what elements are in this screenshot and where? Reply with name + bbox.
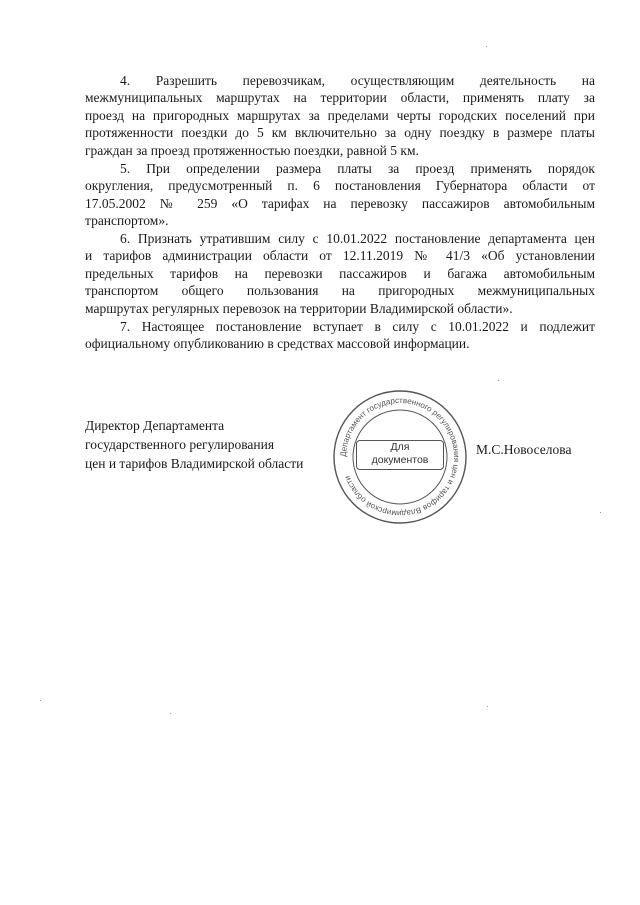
text-line: предельных тарифов на перевозки пассажиров и багажа автомобильным bbox=[85, 265, 595, 281]
text-line: 5. При определении размера платы за проезд применять порядок bbox=[120, 161, 595, 176]
text-line: протяженности поездки до 5 км включительно за одну поездку в размере платы bbox=[85, 125, 595, 141]
position-line: Директор Департамента bbox=[85, 418, 225, 433]
stamp-center-line: документов bbox=[371, 454, 429, 466]
text-line: 4. Разрешить перевозчикам, осуществляющим деятельность на bbox=[120, 73, 595, 88]
stamp-ring-text: Департамент государственного регулирования цен и тарифов Владимирской области bbox=[338, 395, 462, 519]
text-line: округления, предусмотренный п. 6 постановления Губернатора области от bbox=[85, 178, 595, 194]
text-line: 17.05.2002 № 259 «О тарифах на перевозку пассажиров автомобильным bbox=[85, 195, 595, 211]
text-line: межмуниципальных маршрутах на территории области, применять плату за bbox=[85, 90, 595, 106]
paragraph-5 bbox=[85, 160, 595, 230]
paragraph-6 bbox=[85, 230, 595, 317]
text-line: 7. Настоящее постановление вступает в силу с 10.01.2022 и подлежит bbox=[120, 319, 595, 334]
text-line: транспортом». bbox=[85, 213, 169, 229]
scan-speck bbox=[498, 380, 499, 381]
stamp-center-label bbox=[356, 440, 444, 470]
stamp-center-line: Для bbox=[390, 441, 410, 453]
scan-speck bbox=[40, 700, 41, 701]
scan-speck bbox=[487, 706, 488, 707]
signatory-position bbox=[85, 416, 303, 473]
text-line: и тарифов администрации области от 12.11.2019 № 41/3 «Об установлении bbox=[85, 248, 595, 264]
text-line: 6. Признать утратившим силу с 10.01.2022 постановление департамента цен bbox=[120, 231, 595, 246]
text-line: маршрутах регулярных перевозок на территории Владимирской области». bbox=[85, 300, 513, 316]
text-line: официальному опубликованию в средствах массовой информации. bbox=[85, 336, 470, 352]
position-line: цен и тарифов Владимирской области bbox=[85, 456, 304, 471]
text-line: транспортом общего пользования на пригородных межмуниципальных bbox=[85, 283, 595, 299]
scan-speck bbox=[600, 512, 601, 513]
position-line: государственного регулирования bbox=[85, 437, 275, 452]
signer-name: М.С.Новоселова bbox=[476, 442, 572, 457]
text-line: проезд на пригородных маршрутах за пределами черты городских поселений при bbox=[85, 107, 595, 123]
text-line: граждан за проезд протяженностью поездки, равной 5 км. bbox=[85, 142, 419, 158]
paragraph-7 bbox=[85, 318, 595, 353]
scan-speck bbox=[170, 713, 171, 714]
paragraph-4 bbox=[85, 72, 595, 159]
scan-speck bbox=[486, 46, 487, 47]
